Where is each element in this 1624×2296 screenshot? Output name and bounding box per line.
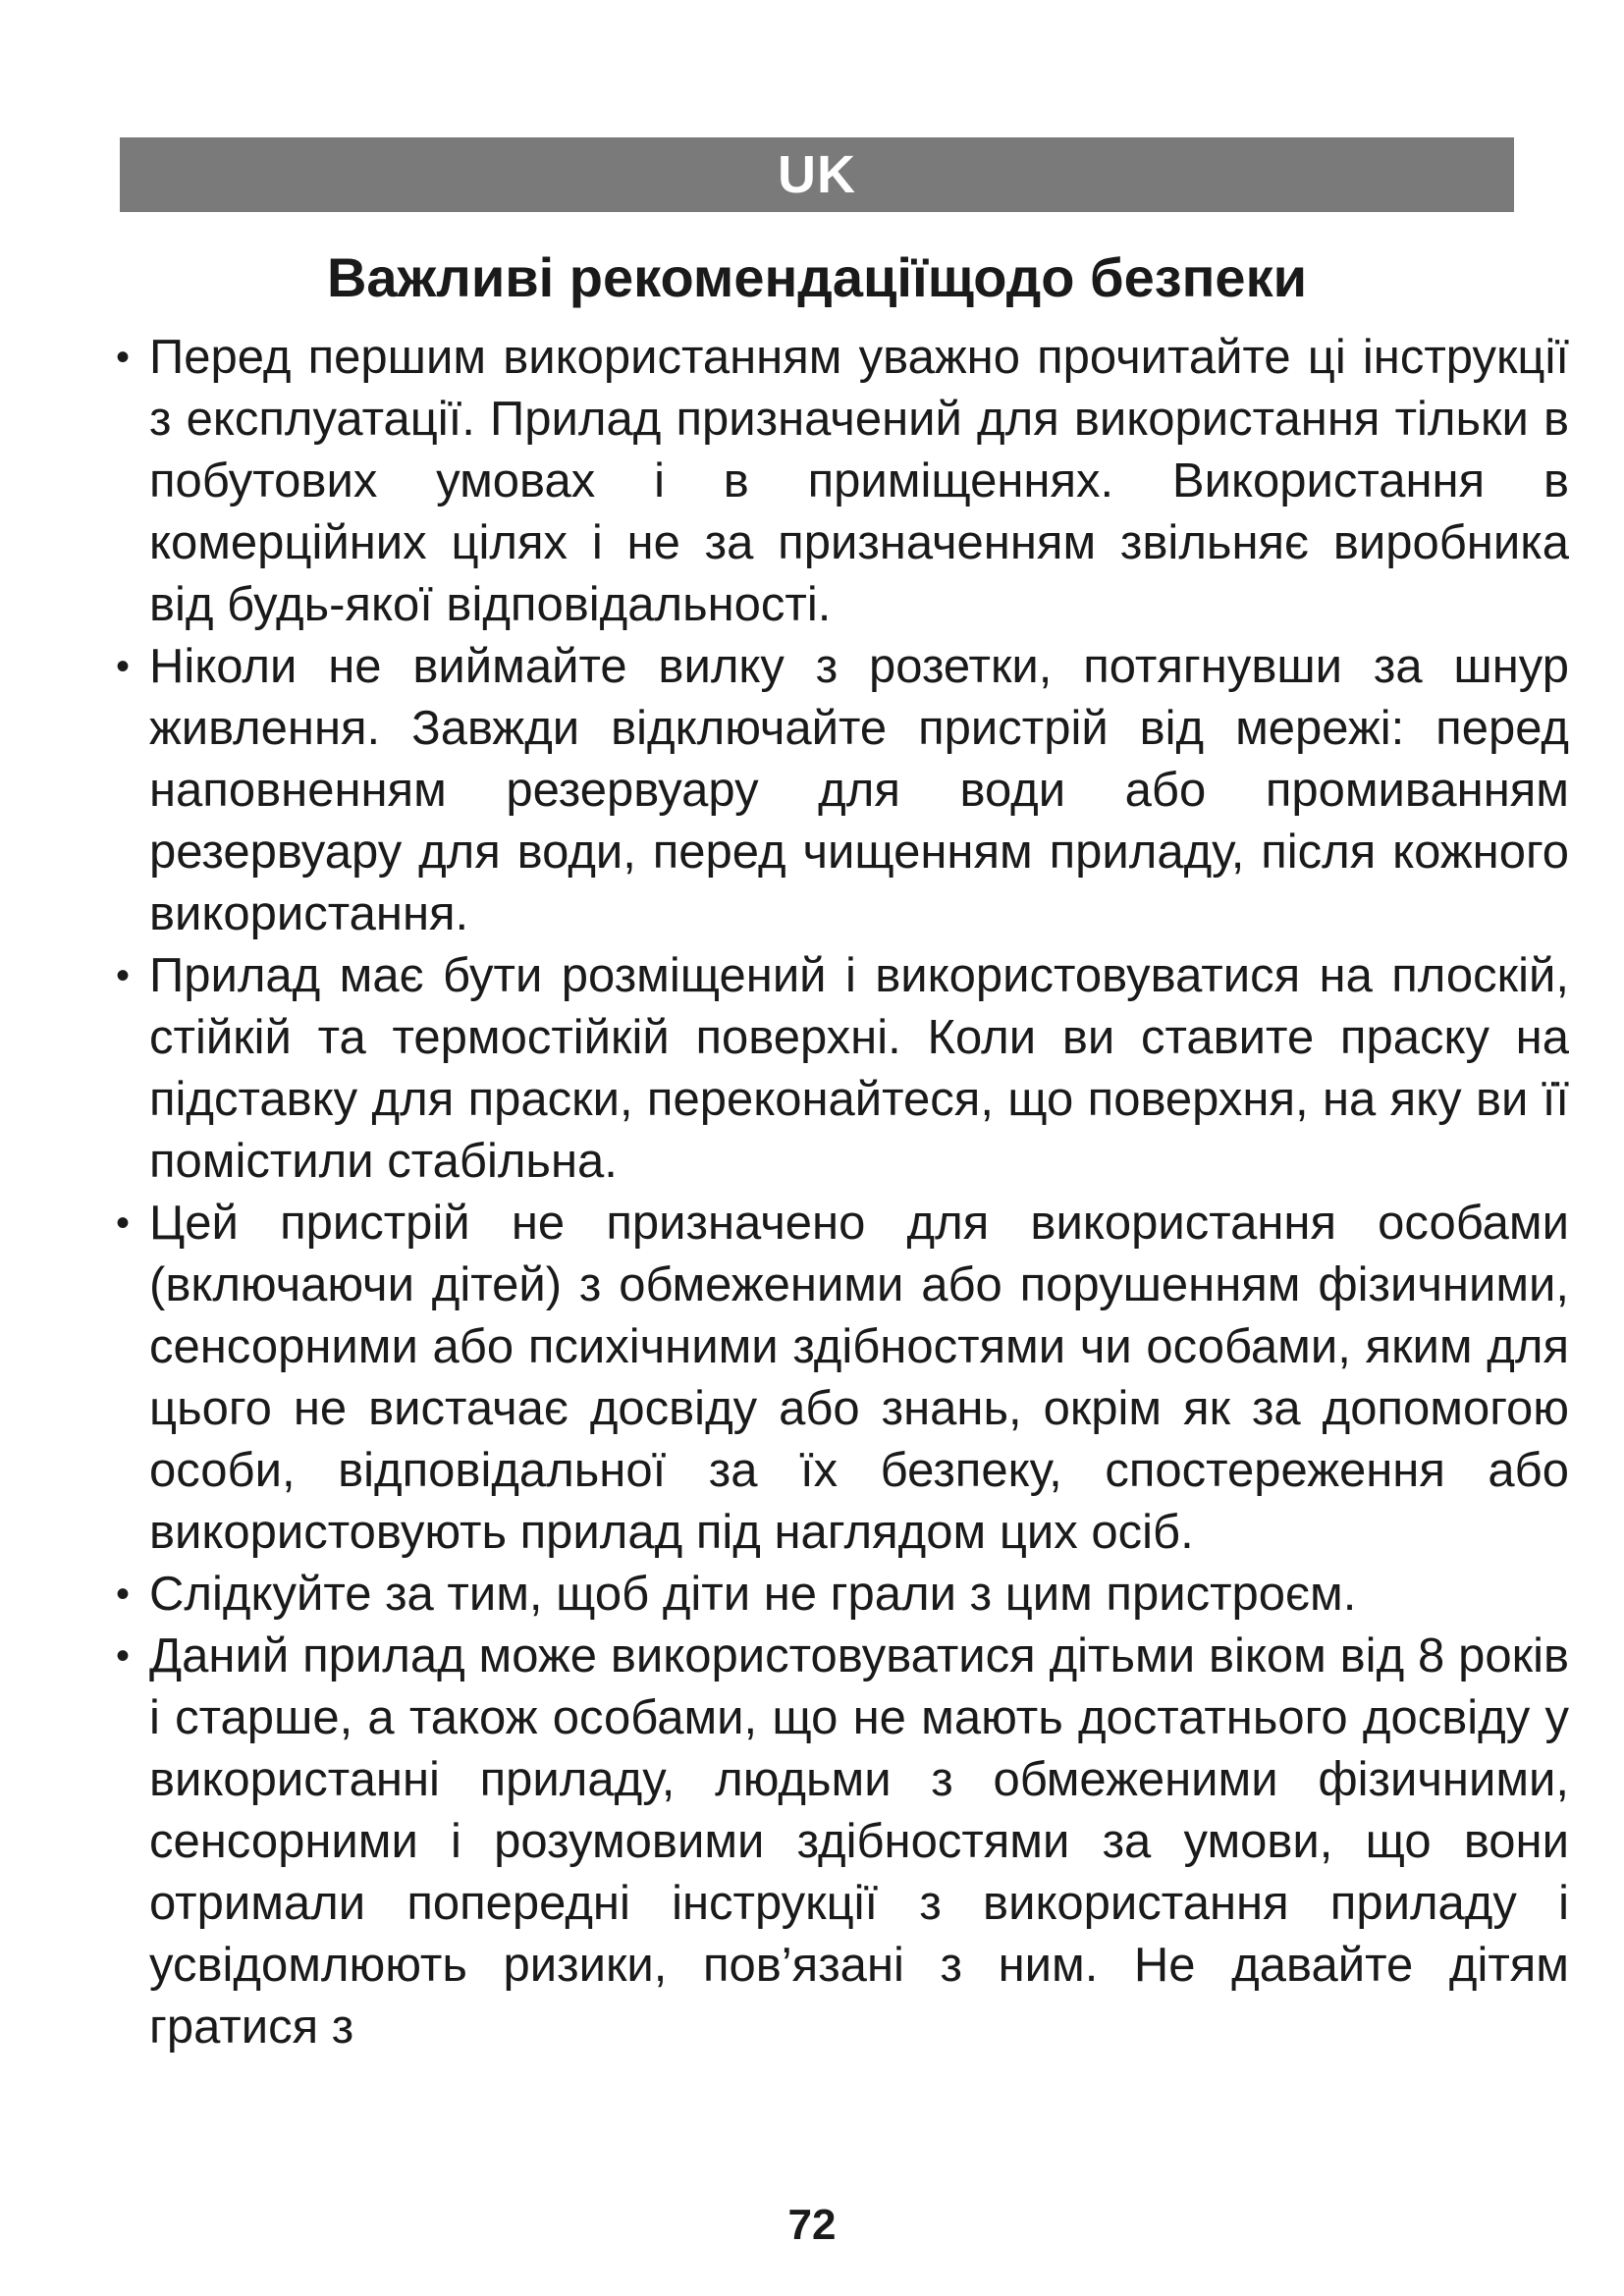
bullet-icon: • [116,336,131,379]
list-item-text: Прилад має бути розміщений і використовуватися на плоскій, стійкій та термостійкій поверхні. Коли ви ставите праску на підставку для праски, переконайтеся, що поверхня, на яку ви її помістили стабільна. [149,949,1569,1188]
page-title: Важливі рекомендаціїщодо безпеки [326,246,1308,308]
list-item-text: Ніколи не виймайте вилку з розетки, потягнувши за шнур живлення. Завжди відключайте пристрій від мережі: перед наповненням резервуару для води або промиванням резервуару для води, перед чищенням приладу, після кожного використання. [149,640,1569,940]
bullet-icon: • [116,1634,131,1678]
list-item-text: Цей пристрій не призначено для використання особами (включаючи дітей) з обмеженими або порушенням фізичними, сенсорними або психічними здібностями чи особами, яким для цього не вистачає досвіду або знань, окрім як за допомогою особи, відповідальної за їх безпеку, спостереження або використовують прилад під наглядом цих осіб. [149,1197,1569,1559]
safety-instructions-list [116,327,1569,2058]
bullet-icon: • [116,1201,131,1245]
list-item-text: Перед першим використанням уважно прочитайте ці інструкції з експлуатації. Прилад призначений для використання тільки в побутових умовах і в приміщеннях. Використання в комерційних цілях і не за призначенням звільняє виробника від будь-якої відповідальності. [149,331,1569,631]
list-item-text: Слідкуйте за тим, щоб діти не грали з цим пристроєм. [149,1568,1357,1621]
page-number: 72 [787,2201,837,2249]
bullet-icon: • [116,645,131,688]
list-item [116,945,1569,1193]
list-item [116,1626,1569,2058]
list-item [116,636,1569,945]
language-header-bar [120,137,1514,212]
list-item-text: Даний прилад може використовуватися дітьми віком від 8 років і старше, а також особами, що не мають достатнього досвіду у використанні приладу, людьми з обмеженими фізичними, сенсорними і розумовими здібностями за умови, що вони отримали попередні інструкції з використання приладу і усвідомлюють ризики, пов’язані з ним. Не давайте дітям гратися з [149,1629,1569,2054]
bullet-icon: • [116,1573,131,1616]
list-item [116,1564,1569,1626]
bullet-icon: • [116,954,131,997]
list-item [116,327,1569,636]
list-item [116,1193,1569,1564]
language-code: UK [778,145,856,204]
